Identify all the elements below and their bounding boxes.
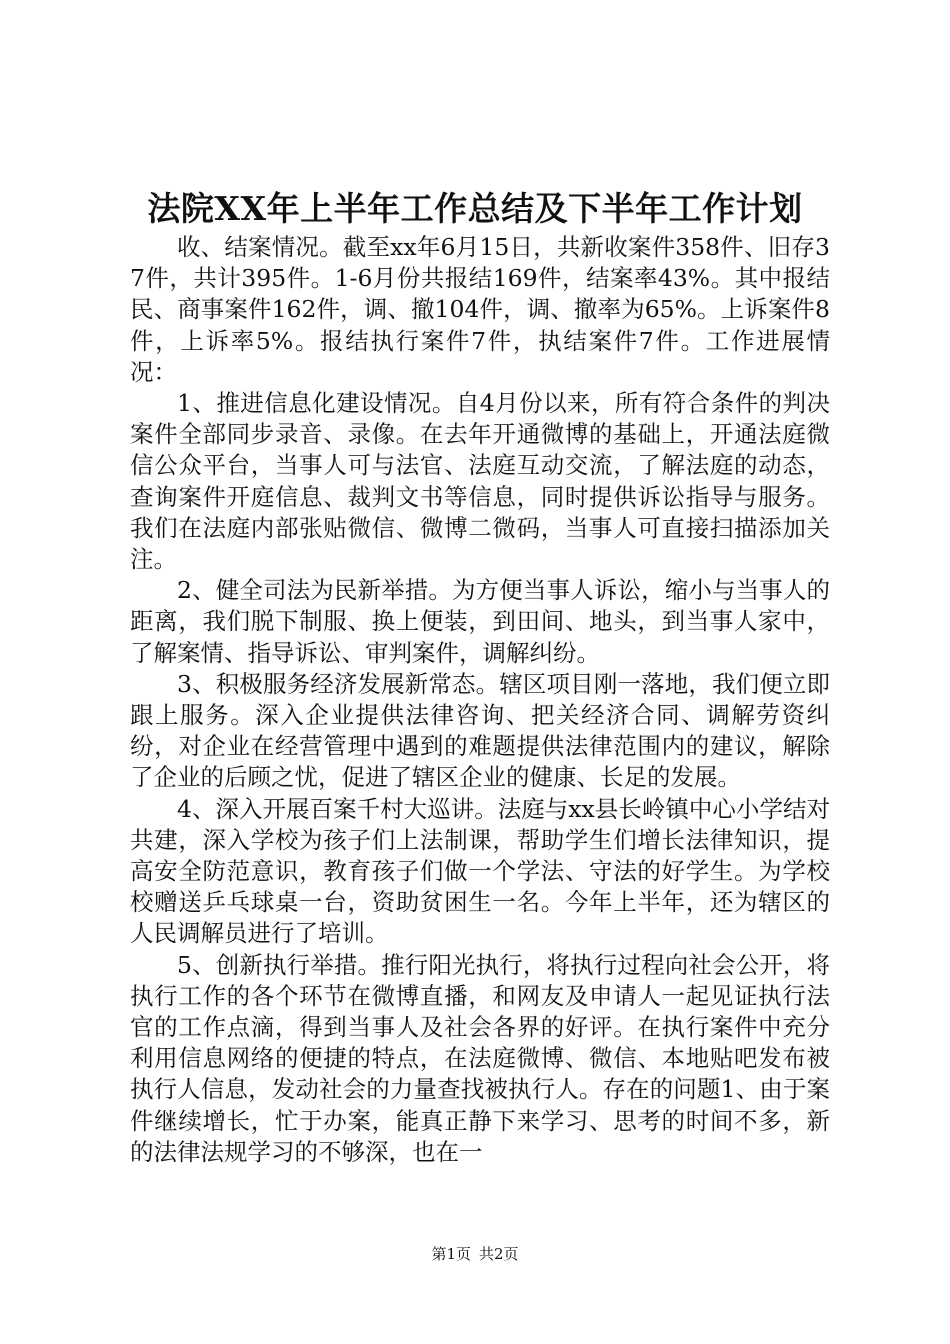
page-footer [0, 1243, 950, 1265]
paragraph-economic-service: 3、积极服务经济发展新常态。辖区项目刚一落地，我们便立即跟上服务。深入企业提供法律咨询、把关经济合同、调解劳资纠纷，对企业在经营管理中遇到的难题提供法律范围内的建议，解除了企业的后顾之忧，促进了辖区企业的健康、长足的发展。 [130, 669, 830, 792]
paragraph-enforcement: 5、创新执行举措。推行阳光执行，将执行过程向社会公开，将执行工作的各个环节在微博直播，和网友及申请人一起见证执行法官的工作点滴，得到当事人及社会各界的好评。在执行案件中充分利用信息网络的便捷的特点，在法庭微博、微信、本地贴吧发布被执行人信息，发动社会的力量查找被执行人。存在的问题1、由于案件继续增长，忙于办案，能真正静下来学习、思考的时间不多，新的法律法规学习的不够深，也在一 [130, 950, 830, 1166]
document-title: 法院XX年上半年工作总结及下半年工作计划 [147, 189, 803, 228]
document-body [130, 232, 830, 1168]
page-number-current: 第1页 [431, 1245, 471, 1263]
paragraph-judicial-service: 2、健全司法为民新举措。为方便当事人诉讼，缩小与当事人的距离，我们脱下制服、换上便装，到田间、地头，到当事人家中，了解案情、指导诉讼、审判案件，调解纠纷。 [130, 576, 830, 667]
paragraph-school-outreach: 4、深入开展百案千村大巡讲。法庭与xx县长岭镇中心小学结对共建，深入学校为孩子们上法制课，帮助学生们增长法律知识，提高安全防范意识，教育孩子们做一个学法、守法的好学生。为学校校赠送乒乓球桌一台，资助贫困生一名。今年上半年，还为辖区的人民调解员进行了培训。 [130, 794, 830, 948]
paragraph-informatization: 1、推进信息化建设情况。自4月份以来，所有符合条件的判决案件全部同步录音、录像。在去年开通微博的基础上，开通法庭微信公众平台，当事人可与法官、法庭互动交流，了解法庭的动态，查询案件开庭信息、裁判文书等信息，同时提供诉讼指导与服务。我们在法庭内部张贴微信、微博二微码，当事人可直接扫描添加关注。 [130, 389, 830, 574]
page-number-total: 共2页 [479, 1245, 519, 1263]
paragraph-case-statistics: 收、结案情况。截至xx年6月15日，共新收案件358件、旧存37件，共计395件。1-6月份共报结169件，结案率43%。其中报结民、商事案件162件，调、撤104件，调、撤率为65%。上诉案件8件，上诉率5%。报结执行案件7件，执结案件7件。工作进展情况： [130, 233, 830, 386]
